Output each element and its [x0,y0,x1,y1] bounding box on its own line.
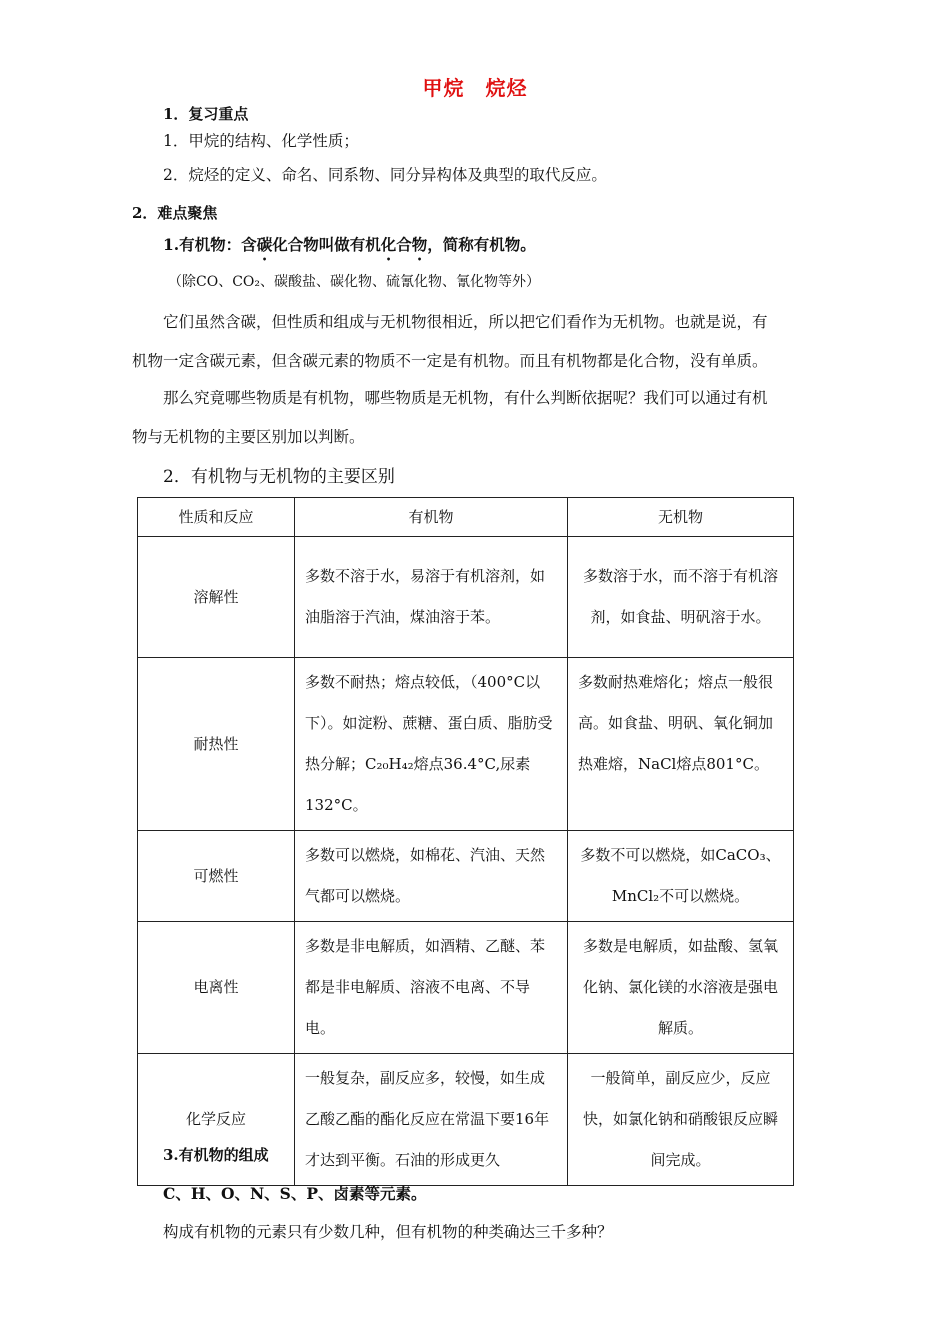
row-property: 可燃性 [138,831,295,922]
section1-item-2: 2．烷烃的定义、命名、同系物、同分异构体及典型的取代反应。 [163,166,607,184]
organic-definition: 1.有机物：含碳化合物叫做有机化合物，简称有机物。 [163,235,536,254]
row-inorganic: 多数溶于水，而不溶于有机溶剂，如食盐、明矾溶于水。 [568,537,794,658]
table-row [138,537,794,658]
row-organic: 多数是非电解质，如酒精、乙醚、苯都是非电解质、溶液不电离、不导电。 [295,922,568,1054]
section2-heading: 2．难点聚焦 [132,204,218,222]
page-title: 甲烷 烷烃 [422,76,528,100]
table-row [138,1054,794,1186]
row-property: 化学反应 [138,1054,295,1186]
row-inorganic: 一般简单，副反应少，反应快，如氯化钠和硝酸银反应瞬间完成。 [568,1054,794,1186]
paragraph-1-line-1: 它们虽然含碳，但性质和组成与无机物很相近，所以把它们看作为无机物。也就是说，有 [163,313,768,331]
header-organic: 有机物 [295,498,568,537]
comparison-table [137,497,794,1186]
table-row [138,831,794,922]
row-property: 电离性 [138,922,295,1054]
row-inorganic: 多数是电解质，如盐酸、氢氧化钠、氯化镁的水溶液是强电解质。 [568,922,794,1054]
table-row [138,658,794,831]
paragraph-1-line-2: 机物一定含碳元素，但含碳元素的物质不一定是有机物。而且有机物都是化合物，没有单质。 [132,352,768,370]
row-organic: 多数可以燃烧，如棉花、汽油、天然气都可以燃烧。 [295,831,568,922]
row-inorganic: 多数不可以燃烧，如CaCO₃、MnCl₂不可以燃烧。 [568,831,794,922]
row-organic: 多数不耐热；熔点较低，（400°C以下）。如淀粉、蔗糖、蛋白质、脂肪受热分解；C₂₀H₄₂熔点36.4°C,尿素132°C。 [295,658,568,831]
header-property: 性质和反应 [138,498,295,537]
table-header-row [138,498,794,537]
section1-item-1: 1．甲烷的结构、化学性质； [163,132,359,150]
row-property: 耐热性 [138,658,295,831]
header-inorganic: 无机物 [568,498,794,537]
comparison-subheading: 2．有机物与无机物的主要区别 [163,467,395,487]
row-organic: 多数不溶于水，易溶于有机溶剂，如油脂溶于汽油，煤油溶于苯。 [295,537,568,658]
question-text: 构成有机物的元素只有少数几种，但有机物的种类确达三千多种？ [163,1223,613,1241]
exception-note: （除CO、CO₂、碳酸盐、碳化物、硫氰化物、氰化物等外） [168,274,540,290]
paragraph-2-line-2: 物与无机物的主要区别加以判断。 [132,428,365,446]
section1-heading: 1．复习重点 [163,105,249,123]
row-inorganic: 多数耐热难熔化；熔点一般很高。如食盐、明矾、氧化铜加热难熔，NaCl熔点801°C。 [568,658,794,831]
section3-heading: 3.有机物的组成 [163,1146,269,1164]
row-property: 溶解性 [138,537,295,658]
row-organic: 一般复杂，副反应多，较慢，如生成乙酸乙酯的酯化反应在常温下要16年才达到平衡。石油的形成更久 [295,1054,568,1186]
table-row [138,922,794,1054]
paragraph-2-line-1: 那么究竟哪些物质是有机物，哪些物质是无机物，有什么判断依据呢？我们可以通过有机 [163,389,768,407]
elements-list: C、H、O、N、S、P、卤素等元素。 [163,1184,427,1203]
